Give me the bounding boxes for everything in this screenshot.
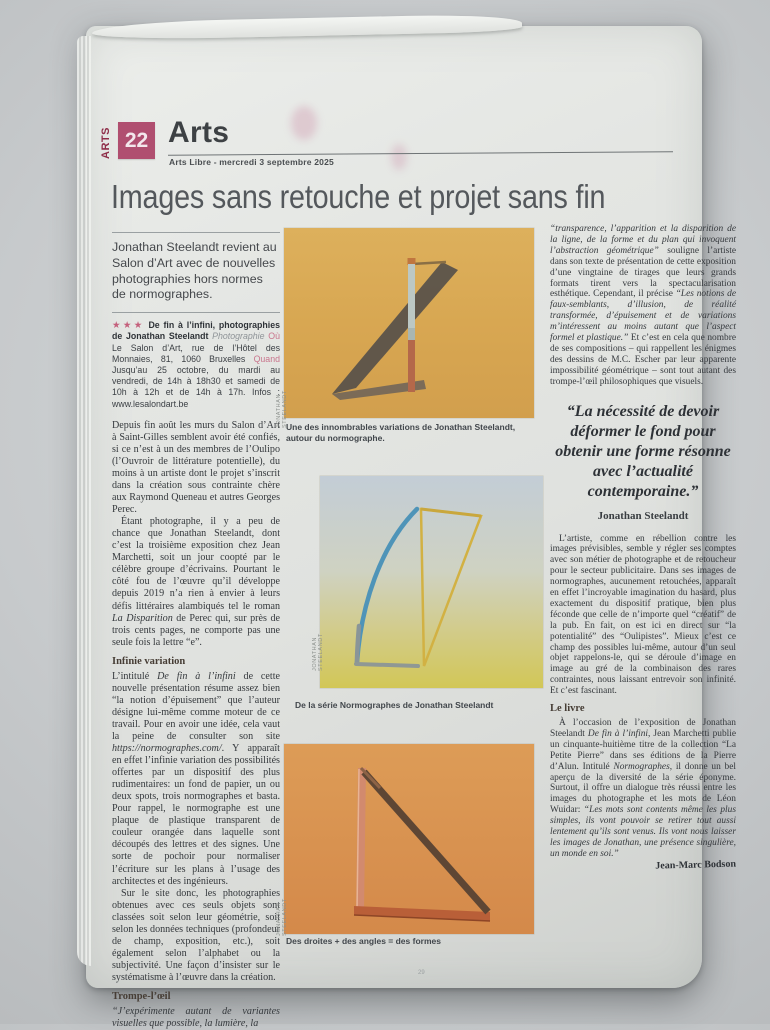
newspaper-page	[86, 26, 737, 1030]
photo-1-caption: Une des innombrables variations de Jonathan Steelandt, autour du normographe.	[286, 422, 516, 443]
article-intro: Jonathan Steelandt revient au Salon d’Art avec de nouvelles photographies hors normes de normographes.	[112, 240, 277, 302]
paragraph: Depuis fin août les murs du Salon d’Art à Saint-Gilles semblent avoir été confiés, si ce n’est à un des membres de l’Oulipo (l’Ouvroir de littérature potentielle), du moins à un artiste dont le projet s’inscrit dans la création sous contrainte chère aux Raymond Queneau et autres Georges Perec.	[112, 419, 280, 516]
infobox-when-label: Quand	[253, 353, 280, 364]
left-body-text	[112, 420, 280, 1030]
divider	[112, 312, 280, 313]
paragraph: Étant photographe, il y a peu de chance que Jonathan Steelandt, dont c’est la troisième exposition chez Jean Marchetti, soit un jour coopté par le célèbre groupe d’écrivains. Pourtant le côté fou de l’œuvre qu’il développe depuis 2019 n’a rien à envier à leurs défis littéraires alambiqués tel le roman La Disparition de Perec qui, sur près de trois cents pages, ne comporte pas une seule fois la lettre “e”.	[112, 516, 280, 648]
exhibition-infobox	[112, 320, 280, 410]
photo-normographe-1	[284, 228, 534, 418]
paragraph: À l’occasion de l’exposition de Jonathan Steelandt De fin à l’infini, Jean Marchetti publie un cinquante-huitième titre de la collection “La Petite Pierre” dans ses éditions de la Pierre d’Alun. Intitulé Normographes, il donne un bel aperçu de la diversité de la série éponyme. Surtout, il offre un dialogue très réussi entre les images du photographe et les mots de Léon Wuidar: “Les mots sont contents même les plus simples, ils vont pouvoir se retirer tout aussi lentement qu’ils sont venus. Ils vont nous laisser les images de Jonathan, une présence singulière, un monde en soi.”	[550, 718, 736, 859]
photo-3-illustration	[284, 744, 534, 934]
photo-3-caption: Des droites + des angles = des formes	[286, 936, 441, 946]
photo-2-credit: JONATHAN STEELANDT	[312, 633, 324, 671]
subhead-trompe-loeil: Trompe-l’œil	[112, 990, 171, 1002]
pull-quote: “La nécessité de devoir déformer le fond pour obtenir une forme résonne avec l’actualité contemporaine.”	[555, 402, 731, 500]
pull-quote-author: Jonathan Steelandt	[597, 509, 689, 522]
header-rule	[168, 151, 673, 156]
print-smudge	[391, 144, 407, 170]
left-column	[112, 232, 280, 1030]
section-kicker-vertical: ARTS	[100, 127, 112, 159]
article-headline: Images sans retouche et projet sans fin	[111, 178, 606, 215]
divider	[112, 232, 280, 233]
photo-1-illustration	[284, 228, 534, 418]
paragraph: L’intitulé De fin à l’infini de cette nouvelle présentation résume assez bien “la notion d’épuisement” que l’auteur désigne lui-même comme moteur de ce travail. Pour en avoir une idée, cela vaut la peine de consulter son site https://normographes.com/. Y apparaît en effet l’infinie variation des possibilités offertes par un dispositif des plus rudimentaires: un fond de papier, un ou deux spots, trois normographes et basta. Pour rappel, le normographe est une plaque de plastique transparent de couleur orangée dans laquelle sont découpés des lettres et des signes. Une sorte de pochoir pour normaliser l’écriture sur les plans à l’usage des architectes et des ingénieurs.	[112, 670, 280, 887]
page-number: 22	[124, 128, 149, 152]
infobox-category: Photographie	[212, 331, 265, 342]
folio-page-mark: 29	[418, 970, 425, 976]
page-number-badge	[118, 122, 155, 159]
photo-3-credit: JONATHAN STEELANDT	[276, 898, 288, 936]
right-column	[550, 224, 736, 984]
infobox-title: De fin à l’infini, photographies de Jonathan Steelandt	[112, 320, 280, 342]
paragraph: Sur le site donc, les photographies obtenues avec ces seuls objets sont classées soit selon leur géométrie, soit selon les données techniques (profondeur de champ, exposition, etc.), soit également selon l’alphabet ou la subjectivité. Une façon d’insister sur le systématisme à l’œuvre dans la création.	[112, 887, 280, 983]
infobox-where-text: Le Salon d’Art, rue de l’Hôtel des Monnaies, 81, 1060 Bruxelles	[112, 342, 280, 364]
infobox-when-text: Jusqu’au 25 octobre, du mardi au vendredi, de 14h à 18h30 et samedi de 10h à 12h et de 14h à 17h. Infos : www.lesalondart.be	[112, 365, 280, 409]
photo-2-illustration	[320, 476, 543, 688]
subhead-infinie-variation: Infinie variation	[112, 655, 186, 667]
photo-1-credit: JONATHAN STEELANDT	[276, 390, 288, 428]
photo-2-caption: De la série Normographes de Jonathan Steelandt	[295, 700, 494, 710]
subhead-le-livre: Le livre	[550, 703, 585, 715]
photo-normographe-3	[284, 744, 534, 934]
paragraph: “J’expérimente autant de variantes visuelles que possible, la lumière, la	[112, 1006, 280, 1030]
photo-normographe-2	[320, 476, 543, 688]
infobox-where-label: Où	[268, 331, 280, 342]
paragraph: “transparence, l’apparition et la disparition de la ligne, de la forme et du plan qui invoquent l’abstraction géométrique” souligne l’artiste dans son texte de présentation de cette exposition d’une vingtaine de tirages que leurs grands formats tirent vers la spectacularisation esthétique. Cependant, il précise “Les notions de faux-semblants, d’illusion, de réalité transformée, d’épuisement et de variations m’intéressent au moins autant que l’aspect formel et plastique.” Et c’est en cela que nombre de ses compositions – qui rappellent les énigmes des dessins de M.C. Escher par leur apparente impossibilité géométrique – sont tout autant des trompe-l’œil philosophiques que visuels.	[550, 224, 736, 387]
right-body-text	[550, 224, 736, 873]
star-rating-icon: ★★★	[112, 320, 145, 332]
section-title: Arts	[168, 116, 230, 149]
print-smudge	[291, 106, 317, 140]
paragraph: L’artiste, comme en rébellion contre les images prévisibles, semble y régler ses comptes avec son métier de photographe et de retoucheur pour le secteur publicitaire. Dans ses images de normographes, aucunement retouchées, apparaît en effet l’incroyable imagination du hasard, plus exactement du dispositif pratique, bien plus féconde que celle de n’importe quel “créatif” de la pub. En fait, on est ici en direct sur “la potentialité” des “Oulipistes”. Mieux c’est ce champ des possibles lui-même, autour d’un seul objet rappelons-le, qui se déroule d’image en image au gré de la combinaison des rares contraintes, nous laissant entrevoir son infinité. Et c’est fascinant.	[550, 533, 736, 697]
dateline: Arts Libre - mercredi 3 septembre 2025	[169, 157, 334, 167]
author-byline: Jean-Marc Bodson	[655, 858, 737, 872]
